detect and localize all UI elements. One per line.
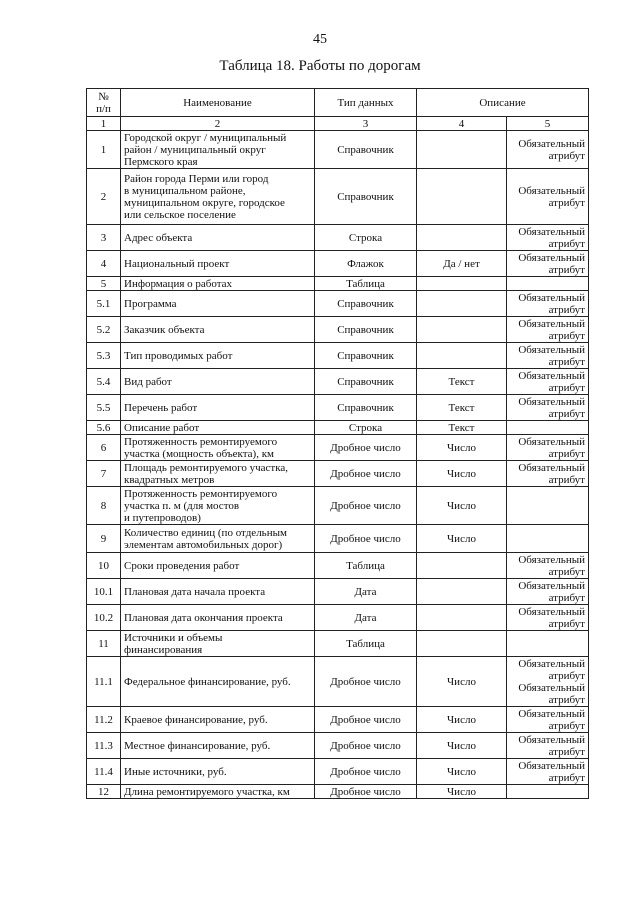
row-number: 11 bbox=[87, 631, 121, 657]
row-name: Протяженность ремонтируемого участка п. м (для мостов и путепроводов) bbox=[121, 487, 315, 525]
table-row bbox=[87, 707, 589, 733]
row-description-values bbox=[417, 631, 507, 657]
row-number: 5.1 bbox=[87, 291, 121, 317]
row-number: 11.2 bbox=[87, 707, 121, 733]
row-name: Тип проводимых работ bbox=[121, 343, 315, 369]
row-name: Иные источники, руб. bbox=[121, 759, 315, 785]
row-number: 5.4 bbox=[87, 369, 121, 395]
row-number: 6 bbox=[87, 435, 121, 461]
row-description-attribute: Обязательный атрибут bbox=[507, 317, 589, 343]
row-data-type: Справочник bbox=[315, 343, 417, 369]
index-row bbox=[87, 117, 589, 131]
index-cell: 3 bbox=[315, 117, 417, 131]
row-data-type: Дробное число bbox=[315, 461, 417, 487]
row-data-type: Справочник bbox=[315, 395, 417, 421]
row-description-attribute: Обязательный атрибут bbox=[507, 461, 589, 487]
row-number: 5.6 bbox=[87, 421, 121, 435]
table-row bbox=[87, 605, 589, 631]
row-description-attribute: Обязательный атрибут bbox=[507, 251, 589, 277]
row-name: Описание работ bbox=[121, 421, 315, 435]
row-description-attribute: Обязательный атрибут bbox=[507, 395, 589, 421]
row-data-type: Таблица bbox=[315, 553, 417, 579]
row-description-values bbox=[417, 291, 507, 317]
header-row bbox=[87, 89, 589, 117]
table-row bbox=[87, 553, 589, 579]
row-name: Площадь ремонтируемого участка, квадратных метров bbox=[121, 461, 315, 487]
row-description-values: Число bbox=[417, 435, 507, 461]
row-name: Национальный проект bbox=[121, 251, 315, 277]
row-data-type: Дробное число bbox=[315, 657, 417, 707]
table-row bbox=[87, 251, 589, 277]
index-cell: 1 bbox=[87, 117, 121, 131]
row-data-type: Справочник bbox=[315, 317, 417, 343]
row-data-type: Дробное число bbox=[315, 733, 417, 759]
table-row bbox=[87, 733, 589, 759]
row-data-type: Таблица bbox=[315, 277, 417, 291]
table-row bbox=[87, 759, 589, 785]
row-number: 5 bbox=[87, 277, 121, 291]
row-description-attribute: Обязательный атрибут bbox=[507, 435, 589, 461]
row-description-attribute: Обязательный атрибут bbox=[507, 553, 589, 579]
row-description-attribute: Обязательный атрибут bbox=[507, 131, 589, 169]
row-description-attribute: Обязательный атрибут bbox=[507, 169, 589, 225]
row-description-values bbox=[417, 579, 507, 605]
index-cell: 4 bbox=[417, 117, 507, 131]
row-number: 10.2 bbox=[87, 605, 121, 631]
table-row bbox=[87, 525, 589, 553]
row-description-values bbox=[417, 169, 507, 225]
row-description-attribute bbox=[507, 785, 589, 799]
row-description-values: Число bbox=[417, 733, 507, 759]
row-data-type: Справочник bbox=[315, 169, 417, 225]
row-description-values bbox=[417, 225, 507, 251]
row-description-attribute bbox=[507, 487, 589, 525]
row-name: Плановая дата окончания проекта bbox=[121, 605, 315, 631]
table-row bbox=[87, 317, 589, 343]
row-data-type: Справочник bbox=[315, 131, 417, 169]
row-number: 4 bbox=[87, 251, 121, 277]
row-name: Местное финансирование, руб. bbox=[121, 733, 315, 759]
row-number: 10 bbox=[87, 553, 121, 579]
row-data-type: Справочник bbox=[315, 291, 417, 317]
row-description-values bbox=[417, 317, 507, 343]
row-description-attribute bbox=[507, 525, 589, 553]
row-description-values: Число bbox=[417, 785, 507, 799]
row-description-attribute: Обязательный атрибут bbox=[507, 291, 589, 317]
row-name: Сроки проведения работ bbox=[121, 553, 315, 579]
row-name: Городской округ / муниципальный район / муниципальный округ Пермского края bbox=[121, 131, 315, 169]
row-description-attribute: Обязательный атрибут bbox=[507, 707, 589, 733]
header-name: Наименование bbox=[121, 89, 315, 117]
row-number: 9 bbox=[87, 525, 121, 553]
row-description-values: Число bbox=[417, 657, 507, 707]
row-description-attribute: Обязательный атрибут bbox=[507, 579, 589, 605]
row-description-values: Число bbox=[417, 759, 507, 785]
row-number: 11.1 bbox=[87, 657, 121, 707]
row-description-values: Текст bbox=[417, 395, 507, 421]
table-row bbox=[87, 421, 589, 435]
header-description: Описание bbox=[417, 89, 589, 117]
row-description-values: Число bbox=[417, 707, 507, 733]
row-data-type: Дробное число bbox=[315, 759, 417, 785]
row-name: Протяженность ремонтируемого участка (мощность объекта), км bbox=[121, 435, 315, 461]
table-row bbox=[87, 277, 589, 291]
row-name: Вид работ bbox=[121, 369, 315, 395]
page-number: 45 bbox=[313, 32, 327, 47]
row-name: Краевое финансирование, руб. bbox=[121, 707, 315, 733]
row-number: 5.5 bbox=[87, 395, 121, 421]
table-row bbox=[87, 369, 589, 395]
header-type: Тип данных bbox=[315, 89, 417, 117]
table-title: Таблица 18. Работы по дорогам bbox=[219, 58, 421, 74]
row-data-type: Дробное число bbox=[315, 785, 417, 799]
row-number: 5.3 bbox=[87, 343, 121, 369]
row-number: 3 bbox=[87, 225, 121, 251]
table-row bbox=[87, 169, 589, 225]
row-name: Информация о работах bbox=[121, 277, 315, 291]
table-row bbox=[87, 395, 589, 421]
row-data-type: Таблица bbox=[315, 631, 417, 657]
works-table bbox=[86, 88, 589, 799]
row-number: 1 bbox=[87, 131, 121, 169]
table-row bbox=[87, 291, 589, 317]
row-number: 2 bbox=[87, 169, 121, 225]
row-name: Количество единиц (по отдельным элементам автомобильных дорог) bbox=[121, 525, 315, 553]
row-number: 7 bbox=[87, 461, 121, 487]
table-row bbox=[87, 657, 589, 707]
row-description-values: Число bbox=[417, 487, 507, 525]
row-number: 8 bbox=[87, 487, 121, 525]
row-name: Район города Перми или город в муниципальном районе, муниципальном округе, городское или сельское поселение bbox=[121, 169, 315, 225]
row-data-type: Справочник bbox=[315, 369, 417, 395]
table-row bbox=[87, 225, 589, 251]
table-row bbox=[87, 785, 589, 799]
row-name: Плановая дата начала проекта bbox=[121, 579, 315, 605]
row-name: Длина ремонтируемого участка, км bbox=[121, 785, 315, 799]
row-description-values: Текст bbox=[417, 369, 507, 395]
table-row bbox=[87, 435, 589, 461]
row-data-type: Строка bbox=[315, 225, 417, 251]
row-data-type: Дата bbox=[315, 605, 417, 631]
row-description-attribute: Обязательный атрибут bbox=[507, 343, 589, 369]
row-description-values: Текст bbox=[417, 421, 507, 435]
index-cell: 2 bbox=[121, 117, 315, 131]
row-description-attribute bbox=[507, 631, 589, 657]
row-data-type: Дробное число bbox=[315, 435, 417, 461]
row-data-type: Дробное число bbox=[315, 487, 417, 525]
row-description-attribute: Обязательный атрибут bbox=[507, 733, 589, 759]
row-description-attribute: Обязательный атрибут Обязательный атрибут bbox=[507, 657, 589, 707]
row-data-type: Дробное число bbox=[315, 525, 417, 553]
row-name: Федеральное финансирование, руб. bbox=[121, 657, 315, 707]
row-name: Заказчик объекта bbox=[121, 317, 315, 343]
header-num: № п/п bbox=[87, 89, 121, 117]
row-description-attribute: Обязательный атрибут bbox=[507, 605, 589, 631]
row-number: 12 bbox=[87, 785, 121, 799]
row-data-type: Дробное число bbox=[315, 707, 417, 733]
row-data-type: Строка bbox=[315, 421, 417, 435]
table-row bbox=[87, 131, 589, 169]
row-description-attribute bbox=[507, 421, 589, 435]
row-description-values bbox=[417, 131, 507, 169]
row-description-values: Да / нет bbox=[417, 251, 507, 277]
row-name: Программа bbox=[121, 291, 315, 317]
table-row bbox=[87, 579, 589, 605]
row-name: Источники и объемы финансирования bbox=[121, 631, 315, 657]
row-name: Адрес объекта bbox=[121, 225, 315, 251]
row-description-values: Число bbox=[417, 461, 507, 487]
row-number: 5.2 bbox=[87, 317, 121, 343]
row-number: 11.4 bbox=[87, 759, 121, 785]
row-number: 10.1 bbox=[87, 579, 121, 605]
row-description-values bbox=[417, 343, 507, 369]
row-description-values bbox=[417, 605, 507, 631]
row-data-type: Флажок bbox=[315, 251, 417, 277]
row-description-values: Число bbox=[417, 525, 507, 553]
row-description-attribute: Обязательный атрибут bbox=[507, 225, 589, 251]
row-description-attribute bbox=[507, 277, 589, 291]
table-row bbox=[87, 461, 589, 487]
table-row bbox=[87, 343, 589, 369]
row-description-attribute: Обязательный атрибут bbox=[507, 759, 589, 785]
index-cell: 5 bbox=[507, 117, 589, 131]
row-description-values bbox=[417, 277, 507, 291]
table-row bbox=[87, 487, 589, 525]
table-row bbox=[87, 631, 589, 657]
row-number: 11.3 bbox=[87, 733, 121, 759]
row-description-attribute: Обязательный атрибут bbox=[507, 369, 589, 395]
row-data-type: Дата bbox=[315, 579, 417, 605]
row-name: Перечень работ bbox=[121, 395, 315, 421]
row-description-values bbox=[417, 553, 507, 579]
